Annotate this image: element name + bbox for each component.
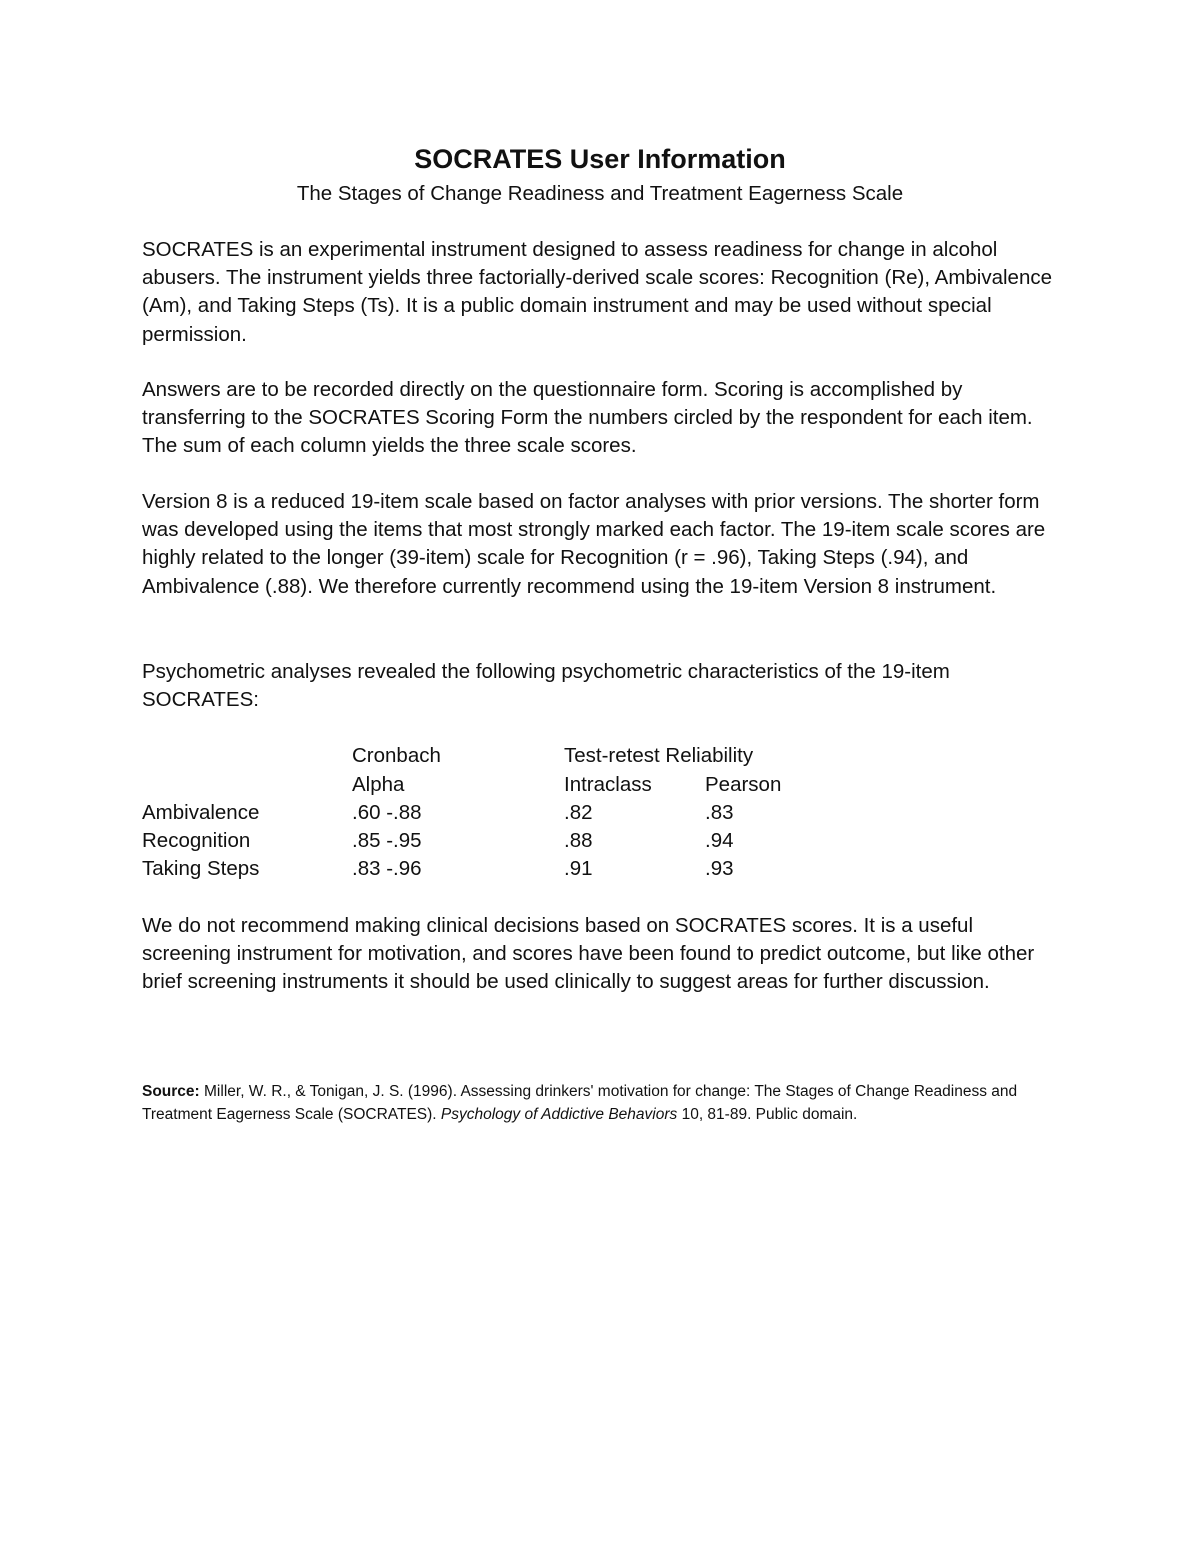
table-row-label: Recognition — [142, 829, 251, 852]
table-cell-intraclass: .91 — [564, 857, 593, 880]
table-header-intraclass: Intraclass — [564, 773, 652, 796]
source-journal: Psychology of Addictive Behaviors — [440, 1106, 678, 1123]
table-cell-alpha: .83 -.96 — [352, 857, 422, 880]
table-header-alpha: Alpha — [352, 773, 405, 796]
table-row-label: Taking Steps — [142, 857, 260, 880]
table-header-test-retest: Test-retest Reliability — [564, 744, 754, 767]
table-cell-pearson: .83 — [705, 801, 734, 824]
source-citation — [142, 1080, 1072, 1126]
paragraph-version: Version 8 is a reduced 19-item scale based on factor analyses with prior versions. The shorter form was developed using the items that most strongly marked each factor. The 19-item scale scores are highly related to the longer (39-item) scale for Recognition (r = .96), Taking Steps (.94), and Ambivalence (.88). We therefore currently recommend using the 19-item Version 8 instrument. — [142, 490, 1046, 598]
source-text-end: 10, 81-89. Public domain. — [677, 1106, 858, 1123]
paragraph-psychometric: Psychometric analyses revealed the following psychometric characteristics of the 19-item SOCRATES: — [142, 660, 950, 712]
page-title: SOCRATES User Information — [414, 144, 786, 174]
paragraph-scoring: Answers are to be recorded directly on the questionnaire form. Scoring is accomplished by transferring to the SOCRATES Scoring Form the numbers circled by the respondent for each item. The sum of each column yields the three scale scores. — [142, 378, 1033, 458]
table-cell-alpha: .60 -.88 — [352, 801, 422, 824]
table-cell-intraclass: .88 — [564, 829, 593, 852]
table-header-cronbach: Cronbach — [352, 744, 441, 767]
paragraph-intro: SOCRATES is an experimental instrument designed to assess readiness for change in alcohol abusers. The instrument yields three factorially-derived scale scores: Recognition (Re), Ambivalence (Am), and Taking Steps (Ts). It is a public domain instrument and may be used without special permission. — [142, 238, 1053, 346]
paragraph-recommendation: We do not recommend making clinical decisions based on SOCRATES scores. It is a useful screening instrument for motivation, and scores have been found to predict outcome, but like other brief screening instruments it should be used clinically to suggest areas for further discussion. — [142, 914, 1035, 994]
table-cell-pearson: .94 — [705, 829, 734, 852]
table-header-pearson: Pearson — [705, 773, 782, 796]
table-cell-pearson: .93 — [705, 857, 734, 880]
page-subtitle: The Stages of Change Readiness and Treatment Eagerness Scale — [296, 182, 904, 205]
source-text: Miller, W. R., & Tonigan, J. S. (1996). Assessing drinkers' motivation for change: The Stages of Change Readiness and Treatment Eagerness Scale (SOCRATES). — [142, 1083, 1018, 1123]
table-cell-alpha: .85 -.95 — [352, 829, 422, 852]
table-cell-intraclass: .82 — [564, 801, 593, 824]
source-label: Source: — [142, 1083, 200, 1100]
table-row-label: Ambivalence — [142, 801, 260, 824]
